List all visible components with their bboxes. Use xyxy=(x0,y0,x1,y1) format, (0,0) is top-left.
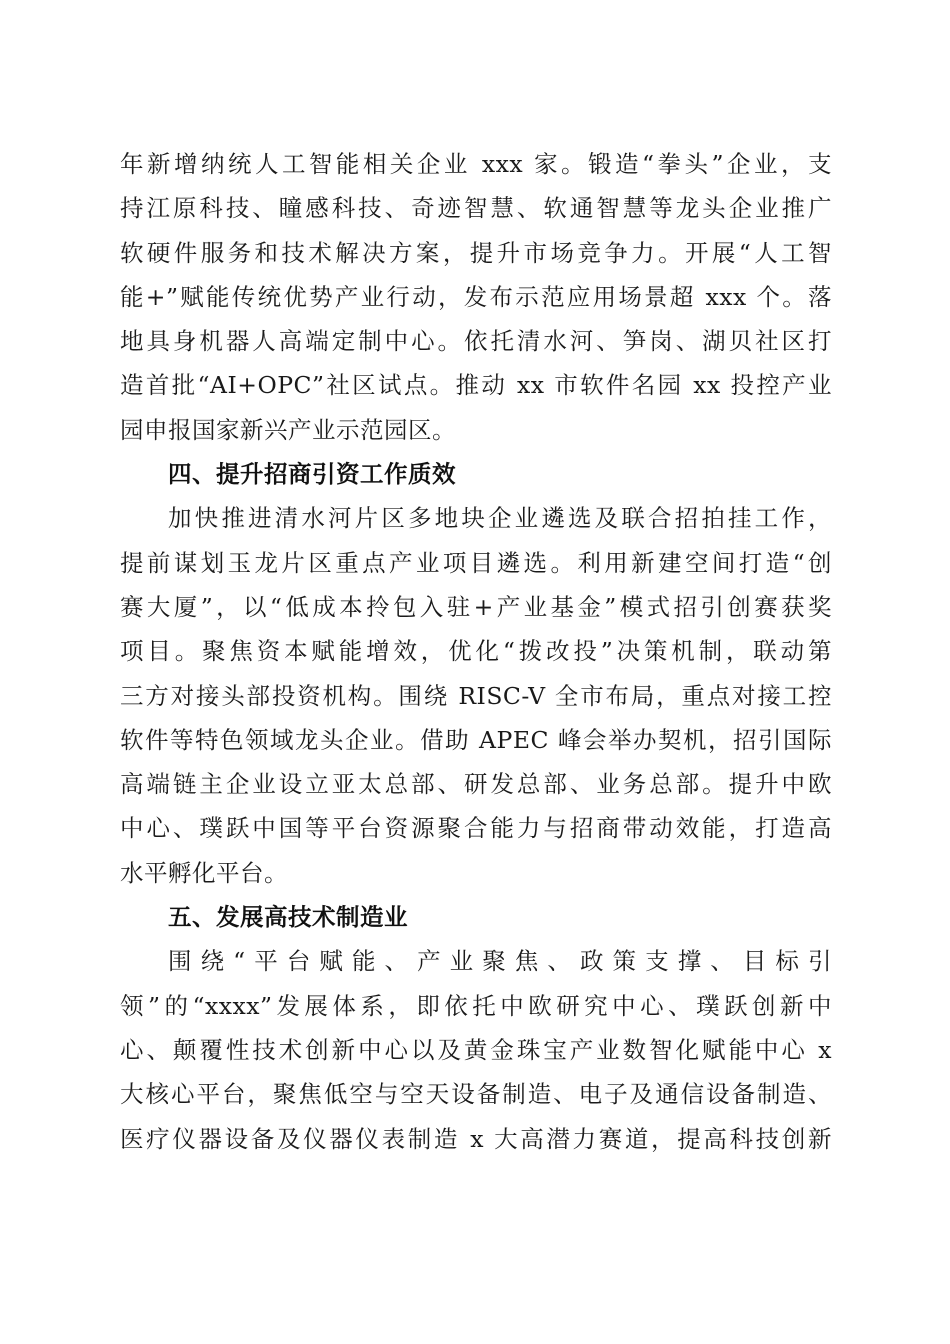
paragraph-line: 医疗仪器设备及仪器仪表制造 x 大高潜力赛道，提高科技创新 xyxy=(120,1124,832,1153)
paragraph-line: 围绕“平台赋能、产业聚焦、政策支撑、目标引 xyxy=(168,947,832,976)
paragraph-line: 加快推进清水河片区多地块企业遴选及联合招拍挂工作， xyxy=(168,504,832,533)
paragraph-line: 项目。聚焦资本赋能增效，优化“拨改投”决策机制，联动第 xyxy=(120,637,832,666)
paragraph-line: 中心、璞跃中国等平台资源聚合能力与招商带动效能，打造高 xyxy=(120,814,832,843)
paragraph-line: 三方对接头部投资机构。围绕 RISC-V 全市布局，重点对接工控 xyxy=(120,681,832,710)
paragraph-line: 年新增纳统人工智能相关企业 xxx 家。锻造“拳头”企业，支 xyxy=(120,150,832,178)
paragraph-line: 持江原科技、瞳感科技、奇迹智慧、软通智慧等龙头企业推广 xyxy=(120,194,832,223)
paragraph-line: 心、颠覆性技术创新中心以及黄金珠宝产业数智化赋能中心 x xyxy=(120,1035,832,1064)
paragraph-line: 高端链主企业设立亚太总部、研发总部、业务总部。提升中欧 xyxy=(120,770,832,799)
paragraph-line: 大核心平台，聚焦低空与空天设备制造、电子及通信设备制造、 xyxy=(120,1080,832,1109)
section-heading-4: 四、提升招商引资工作质效 xyxy=(168,460,456,489)
paragraph-line: 提前谋划玉龙片区重点产业项目遴选。利用新建空间打造“创 xyxy=(120,548,832,577)
paragraph-line: 软硬件服务和技术解决方案，提升市场竞争力。开展“人工智 xyxy=(120,238,832,267)
paragraph-line: 赛大厦”，以“低成本拎包入驻+产业基金”模式招引创赛获奖 xyxy=(120,592,832,621)
document-body xyxy=(120,142,832,1161)
paragraph-line: 领”的“xxxx”发展体系，即依托中欧研究中心、璞跃创新中 xyxy=(120,991,832,1020)
paragraph-line: 地具身机器人高端定制中心。依托清水河、笋岗、湖贝社区打 xyxy=(120,327,832,356)
section-heading-5: 五、发展高技术制造业 xyxy=(168,903,408,932)
paragraph-line: 水平孵化平台。 xyxy=(120,858,288,887)
paragraph-line: 造首批“AI+OPC”社区试点。推动 xx 市软件名园 xx 投控产业 xyxy=(120,371,832,400)
paragraph-line: 园申报国家新兴产业示范园区。 xyxy=(120,415,456,444)
paragraph-line: 能+”赋能传统优势产业行动，发布示范应用场景超 xxx 个。落 xyxy=(120,282,832,311)
paragraph-line: 软件等特色领域龙头企业。借助 APEC 峰会举办契机，招引国际 xyxy=(120,725,832,754)
